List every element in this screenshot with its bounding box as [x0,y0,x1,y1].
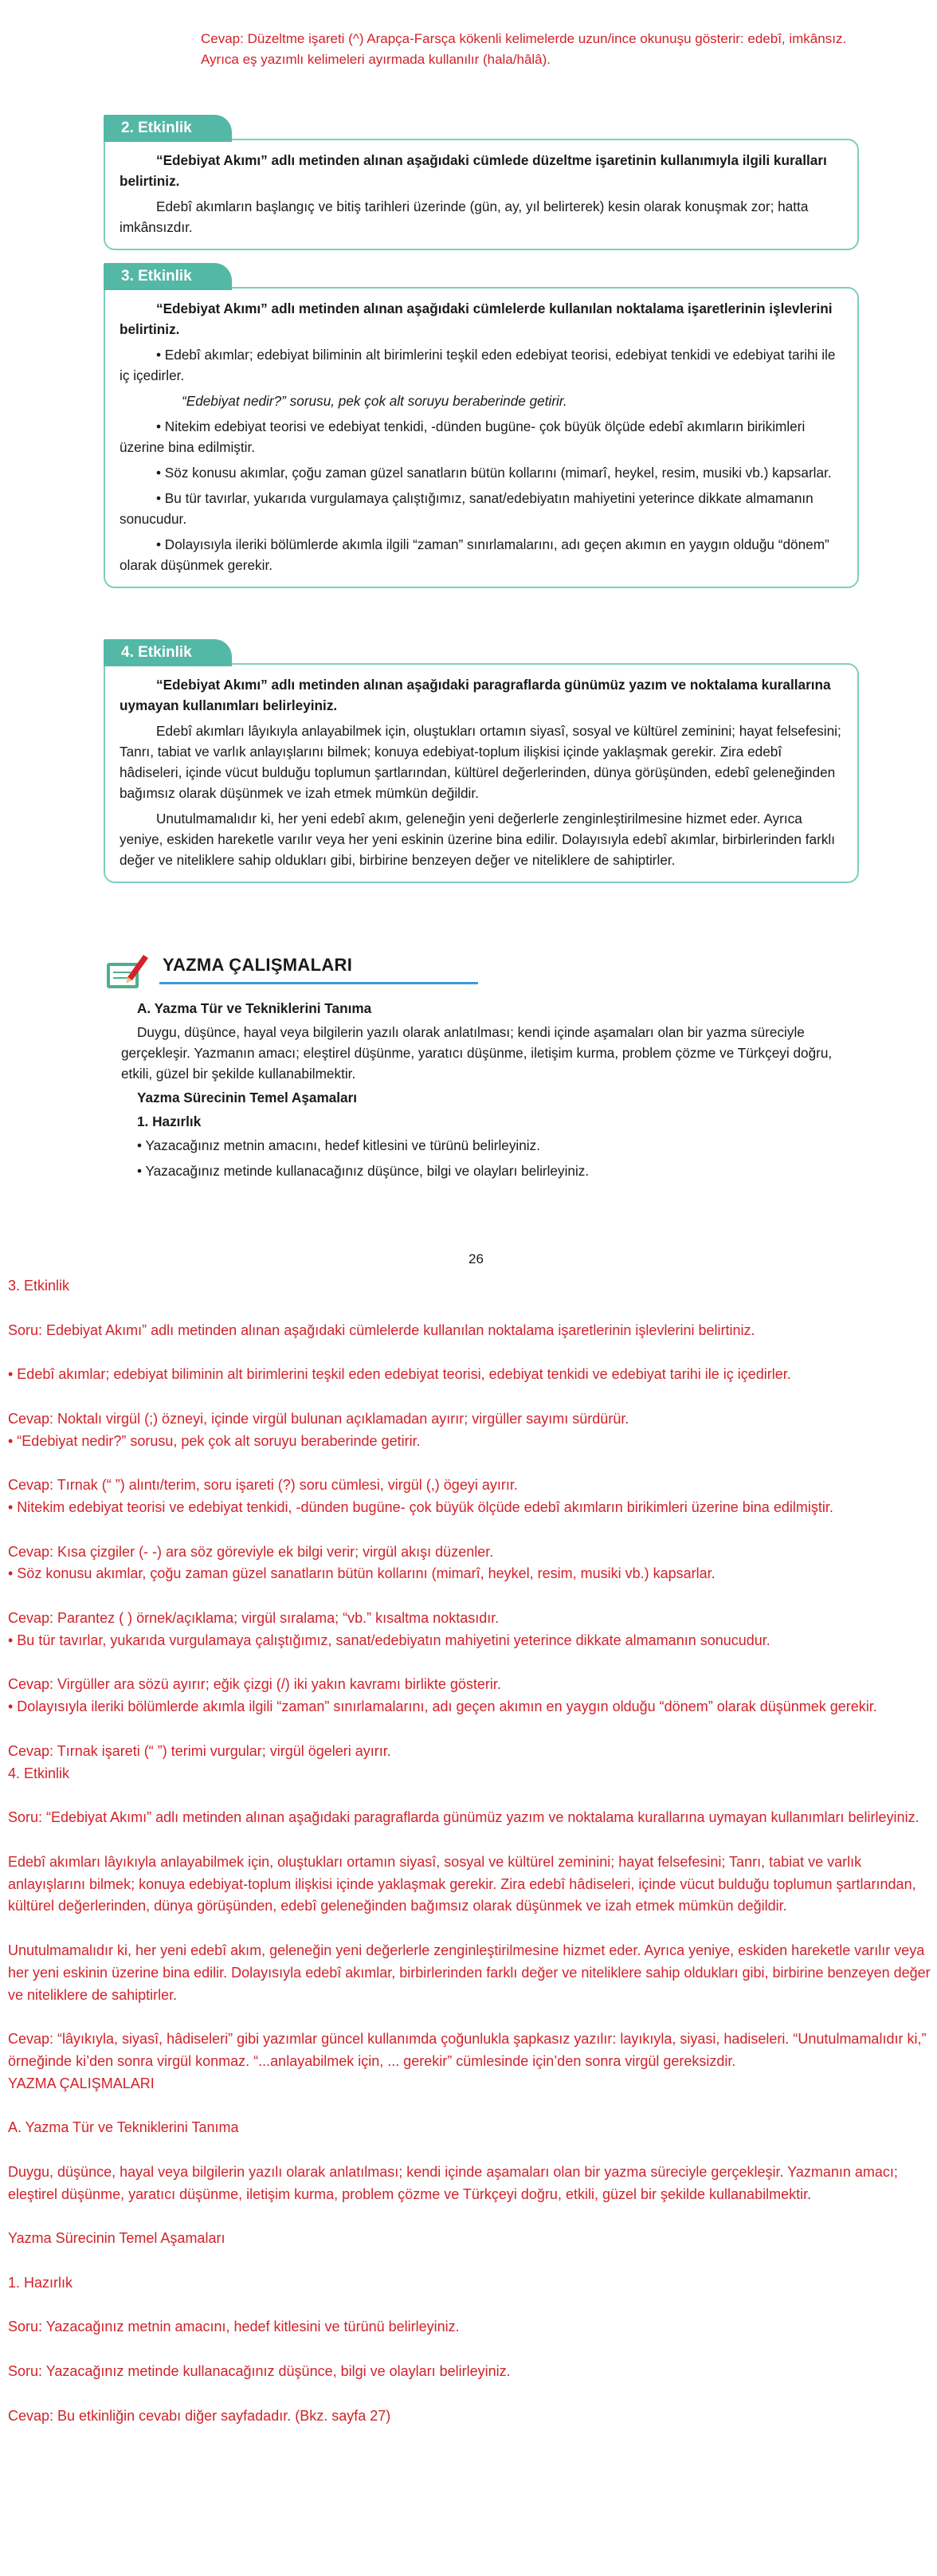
answer-line: Unutulmamalıdır ki, her yeni edebî akım, geleneğin yeni değerlerle zenginleştirilmesine hizmet eder. Ayrıca yeniye, eskiden hareketle varılır veya her yeni eskinin üzerine bina edilir. Dolayısıyla edebî akımlar, birbirlerinden farklı değer ve niteliklere sahip oldukları gibi, birbirine benzeyen değer ve niteliklere de sahiptirler. [8,1942,931,2003]
answer-spacer [8,2139,937,2162]
activity-4-paragraph-1: Edebî akımları lâyıkıyla anlayabilmek için, oluştukları ortamın siyasî, sosyal ve kültürel zeminini; hayat felsefesini; Tanrı, tabiat ve varlık anlayışlarını bilmek; konuya edebiyat-toplum ilişkisi içinde yaklaşmak gerekir. Zira edebî hâdiseleri, içinde vücut bulduğu toplumun şartlarından, kültürel değerlerinden, dünya görüşünden, edebî geleneğinden bağımsız olarak düşünmek ve izah etmek mümkün değildir. [120,723,841,801]
preparation-title: 1. Hazırlık [137,1113,202,1129]
answer-line: • “Edebiyat nedir?” sorusu, pek çok alt soruyu beraberinde getirir. [8,1432,421,1449]
writing-section-title: YAZMA ÇALIŞMALARI [163,955,353,975]
preparation-item-1: • Yazacağınız metnin amacını, hedef kitlesini ve türünü belirleyiniz. [137,1137,540,1153]
answer-line: Cevap: Kısa çizgiler (- -) ara söz göreviyle ek bilgi verir; virgül akışı düzenler. [8,1543,494,1560]
answer-spacer [8,1718,937,1741]
preparation-item-2: • Yazacağınız metinde kullanacağınız düşünce, bilgi ve olayları belirleyiniz. [137,1163,590,1179]
answer-line: Duygu, düşünce, hayal veya bilgilerin yazılı olarak anlatılması; kendi içinde aşamaları olan bir yazma süreciyle gerçekleşir. Yazmanın amacı; eleştirel düşünme, yaratıcı düşünme, iletişim kurma, problem çözme ve Türkçeyi doğru, etkili, güzel bir şekilde kullanabilmektir. [8,2163,898,2202]
answer-line: Soru: “Edebiyat Akımı” adlı metinden alınan aşağıdaki paragraflarda günümüz yazım ve noktalama kurallarına uymayan kullanımları belirleyiniz. [8,1809,919,1826]
activity-3-bullet-5: • Dolayısıyla ileriki bölümlerde akımla ilgili “zaman” sınırlamalarını, adı geçen akımın en yaygın olduğu “dönem” olarak düşünmek gerekir. [120,536,829,573]
answer-line: Cevap: Tırnak işareti (“ ”) terimi vurgular; virgül ögeleri ayırır. [8,1742,391,1759]
activity-3 [104,263,859,588]
answer-spacer [8,1519,937,1541]
activity-3-instruction: “Edebiyat Akımı” adlı metinden alınan aşağıdaki cümlelerde kullanılan noktalama işaretlerinin işlevlerini belirtiniz. [120,300,833,337]
answer-line: Soru: Yazacağınız metinde kullanacağınız düşünce, bilgi ve olayları belirleyiniz. [8,2363,511,2380]
answer-line: Cevap: Parantez ( ) örnek/açıklama; virgül sıralama; “vb.” kısaltma noktasıdır. [8,1609,500,1626]
activity-2-box [104,139,859,250]
answer-spacer [8,1585,937,1608]
activity-2-tab: 2. Etkinlik [104,115,232,142]
answer-spacer [8,1652,937,1675]
top-answer: Cevap: Düzeltme işareti (^) Arapça-Farsça kökenli kelimelerde uzun/ince okunuşu gösterir: edebî, imkânsız. Ayrıca eş yazımlı kelimeleri ayırmada kullanılır (hala/hâlâ). [201,31,847,67]
activity-2-text: Edebî akımların başlangıç ve bitiş tarihleri üzerinde (gün, ay, yıl belirterek) kesin olarak konuşmak zor; hatta imkânsızdır. [120,198,809,235]
answer-line: Cevap: “lâyıkıyla, siyasî, hâdiseleri” gibi yazımlar güncel kullanımda çoğunlukla şapkasız yazılır: layıkıyla, siyasi, hadiseleri. “Unutulmamalıdır ki,” örneğinde ki’den sonra virgül konmaz. “...anlayabilmek için, ... gerekir” cümlesinde için’den sonra virgül gereksizdir. [8,2031,927,2069]
stages-title: Yazma Sürecinin Temel Aşamaları [137,1090,358,1105]
answer-line: Cevap: Tırnak (“ ”) alıntı/terim, soru işareti (?) soru cümlesi, virgül (,) ögeyi ayırır. [8,1477,518,1494]
answer-line: 1. Hazırlık [8,2274,73,2291]
answer-line: A. Yazma Tür ve Tekniklerini Tanıma [8,2119,239,2136]
activity-3-quote [120,391,843,411]
activity-3-bullet-3: • Söz konusu akımlar, çoğu zaman güzel sanatların bütün kollarını (mimarî, heykel, resim, musiki vb.) kapsarlar. [156,465,832,481]
answer-section [8,1275,937,2427]
answer-line: • Bu tür tavırlar, yukarıda vurgulamaya çalıştığımız, sanat/edebiyatın mahiyetini yeterince dikkate almamanın sonucudur. [8,1632,770,1648]
answer-spacer [8,1298,937,1320]
activity-3-bullet-4: • Bu tür tavırlar, yukarıda vurgulamaya çalıştığımız, sanat/edebiyatın mahiyetini yeterince dikkate almamanın sonucudur. [120,490,814,527]
answer-spacer [8,1918,937,1940]
activity-3-tab: 3. Etkinlik [104,263,232,290]
answer-line: Yazma Sürecinin Temel Aşamaları [8,2230,225,2247]
answer-line: • Nitekim edebiyat teorisi ve edebiyat tenkidi, -dünden bugüne- çok büyük ölçüde edebî akımların birikimleri üzerine bina edilmiştir. [8,1498,833,1515]
answer-line: Cevap: Virgüller ara sözü ayırır; eğik çizgi (/) iki yakın kavramı birlikte gösterir. [8,1676,501,1693]
answer-spacer [8,1386,937,1408]
answer-line: • Edebî akımlar; edebiyat biliminin alt birimlerini teşkil eden edebiyat teorisi, edebiyat tenkidi ve edebiyat tarihi ile iç içedirler. [8,1366,791,1383]
answer-spacer [8,2006,937,2028]
answer-spacer [8,2205,937,2228]
activity-4-box [104,663,859,883]
activity-4-instruction: “Edebiyat Akımı” adlı metinden alınan aşağıdaki paragraflarda günümüz yazım ve noktalama kurallarına uymayan kullanımları belirleyiniz. [120,677,831,713]
subsection-a-title: A. Yazma Tür ve Tekniklerini Tanıma [137,1000,372,1016]
answer-line: YAZMA ÇALIŞMALARI [8,2075,155,2091]
answer-spacer [8,1829,937,1852]
answer-line: 3. Etkinlik [8,1278,70,1294]
notebook-pencil-icon [104,952,150,992]
answer-spacer [8,2250,937,2272]
subsection-a-text: Duygu, düşünce, hayal veya bilgilerin yazılı olarak anlatılması; kendi içinde aşamaları olan bir yazma süreciyle gerçekleşir. Yazmanın amacı; eleştirel düşünme, yaratıcı düşünme, iletişim kurma, problem çözme ve Türkçeyi doğru, etkili, güzel bir şekilde kullanabilmektir. [121,1024,833,1082]
activity-2-instruction: “Edebiyat Akımı” adlı metinden alınan aşağıdaki cümlede düzeltme işaretinin kullanımıyla ilgili kuralları belirtiniz. [120,152,827,189]
answer-spacer [8,1341,937,1364]
answer-line: Soru: Yazacağınız metnin amacını, hedef kitlesini ve türünü belirleyiniz. [8,2319,460,2335]
activity-3-bullet-2: • Nitekim edebiyat teorisi ve edebiyat tenkidi, -dünden bugüne- çok büyük ölçüde edebî akımların birikimleri üzerine bina edilmiştir. [120,418,806,455]
answer-line: Soru: Edebiyat Akımı” adlı metinden alınan aşağıdaki cümlelerde kullanılan noktalama işaretlerinin işlevlerini belirtiniz. [8,1321,755,1338]
activity-4-paragraph-2: Unutulmamalıdır ki, her yeni edebî akım, geleneğin yeni değerlerle zenginleştirilmesine hizmet eder. Ayrıca yeniye, eskiden hareketle varılır veya her yeni eskinin üzerine bina edilir. Dolayısıyla edebî akımlar, birbirlerinden farklı değer ve niteliklere sahip oldukları gibi, birbirine benzeyen değer ve niteliklere de sahiptirler. [120,811,836,868]
answer-spacer [8,1785,937,1807]
answer-spacer [8,2295,937,2317]
activity-4 [104,639,859,883]
answer-line: Edebî akımları lâyıkıyla anlayabilmek için, oluştukları ortamın siyasî, sosyal ve kültürel zeminini; hayat felsefesini; Tanrı, tabiat ve varlık anlayışlarını bilmek; konuya edebiyat-toplum ilişkisi içinde yaklaşmak gerekir. Zira edebî hâdiseleri, içinde vücut bulduğu toplumun şartlarından, kültürel değerlerinden, dünya görüşünden, edebî geleneğinden bağımsız olarak düşünmek ve izah etmek mümkün değildir. [8,1853,916,1914]
page-number: 26 [468,1251,484,1266]
activity-3-bullet-1: • Edebî akımlar; edebiyat biliminin alt birimlerini teşkil eden edebiyat teorisi, edebiyat tenkidi ve edebiyat tarihi ile iç içedirler. [120,347,836,383]
answer-line: Cevap: Noktalı virgül (;) özneyi, içinde virgül bulunan açıklamadan ayırır; virgüller sayımı sürdürür. [8,1410,629,1427]
answer-spacer [8,2095,937,2117]
answer-line: • Söz konusu akımlar, çoğu zaman güzel sanatların bütün kollarını (mimarî, heykel, resim, musiki vb.) kapsarlar. [8,1565,715,1582]
activity-2 [104,115,859,250]
activity-3-quote-text: “Edebiyat nedir?” sorusu, pek çok alt soruyu beraberinde getirir. [182,393,567,409]
answer-line: Cevap: Bu etkinliğin cevabı diğer sayfadadır. (Bkz. sayfa 27) [8,2407,391,2424]
answer-line: • Dolayısıyla ileriki bölümlerde akımla ilgili “zaman” sınırlamalarını, adı geçen akımın en yaygın olduğu “dönem” olarak düşünmek gerekir. [8,1698,877,1715]
answer-line: 4. Etkinlik [8,1765,70,1781]
answer-spacer [8,2383,937,2405]
activity-3-box [104,287,859,588]
answer-spacer [8,2338,937,2361]
title-underline [159,982,478,984]
writing-section-body [121,998,862,1186]
answer-spacer [8,1452,937,1475]
activity-4-tab: 4. Etkinlik [104,639,232,666]
